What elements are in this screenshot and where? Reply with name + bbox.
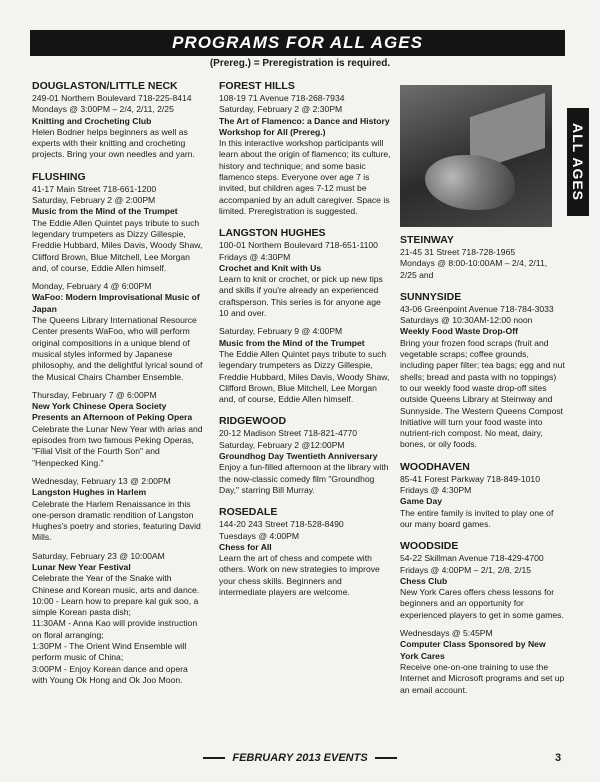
branch-address: 20-12 Madison Street 718-821-4770 bbox=[219, 428, 358, 439]
all-ages-tab: ALL AGES bbox=[567, 108, 589, 216]
event-description: Learn the art of chess and compete with others. Work on new strategies to improve your chess skills. Beginners and intermediate players are welcome. bbox=[219, 553, 380, 597]
event-description: Bring your frozen food scraps (fruit and vegetable scraps; coffee grounds, including paper filter; tea bags; egg and nut shells; bread and pasta with no toppings) to our weekly food waste drop-off sites outside Queens Library at Steinway and Sunnyside. The Western Queens Compost Initiative will turn your food waste into nutrient-rich compost. No meat, dairy, bones, or oily foods. bbox=[400, 337, 565, 450]
event-time: Fridays @ 4:30PM bbox=[219, 251, 291, 262]
event-title: Game Day bbox=[400, 496, 443, 507]
branch-block bbox=[219, 415, 391, 496]
event-description: Receive one-on-one training to use the Internet and Microsoft programs and set up an email account. bbox=[400, 661, 565, 695]
event-description: The Queens Library International Resource Center presents WaFoo, who will perform original compositions in a unique blend of musical styles informed by Japanese philosophy, and the delightful lyrical sound of the Musical Chairs Chamber Ensemble. bbox=[32, 315, 203, 382]
column-right bbox=[400, 234, 565, 706]
footer bbox=[0, 752, 600, 764]
branch-block bbox=[219, 80, 391, 217]
event-title: The Art of Flamenco: a Dance and History Workshop for All (Prereg.) bbox=[219, 115, 390, 137]
event-schedule-line: 11:30AM - Anna Kao will provide instruction on floral arranging; bbox=[32, 618, 198, 640]
branch-title: RIDGEWOOD bbox=[219, 415, 287, 428]
event-description: Learn to knit or crochet, or pick up new tips and skills if you're already an experienced craftsperson. This series is for anyone age 10 and over. bbox=[219, 274, 383, 319]
event-time: Saturday, February 9 @ 4:00PM bbox=[219, 326, 343, 337]
event-description: Celebrate the Lunar New Year with arias and episodes from two famous Peking Operas, "Filial Visit of the Fourth Son" and "Henpecked King." bbox=[32, 423, 203, 468]
event-description: Celebrate the Harlem Renaissance in this one-person dramatic rendition of Langston Hughes's poetry and stories, featuring David Mills. bbox=[32, 498, 201, 543]
event-description: Celebrate the Year of the Snake with Chinese and Korean music, arts and dance. bbox=[32, 573, 200, 595]
event-item bbox=[32, 281, 204, 383]
event-title: Music from the Mind of the Trumpet bbox=[32, 206, 178, 217]
event-title: WaFoo: Modern Improvisational Music of Japan bbox=[32, 292, 200, 314]
event-item bbox=[32, 195, 204, 274]
event-time: Mondays @ 3:00PM – 2/4, 2/11, 2/25 bbox=[32, 104, 174, 115]
event-title: Crochet and Knit with Us bbox=[219, 262, 322, 273]
branch-address: 144-20 243 Street 718-528-8490 bbox=[219, 519, 344, 530]
branch-title: WOODHAVEN bbox=[400, 460, 470, 473]
event-time: Monday, February 4 @ 6:00PM bbox=[32, 281, 152, 292]
branch-block bbox=[400, 291, 565, 451]
event-schedule-line: 10:00 - Learn how to prepare kal guk soo, a simple Korean pasta dish; bbox=[32, 595, 199, 618]
event-title: Computer Class Sponsored by New York Cares bbox=[400, 639, 546, 661]
branch-title: FOREST HILLS bbox=[219, 80, 295, 92]
event-title: Knitting and Crocheting Club bbox=[32, 115, 152, 126]
event-schedule-line: 3:00PM - Enjoy Korean dance and opera with Young Ok Hong and Ok Joo Moon. bbox=[32, 663, 188, 685]
event-title: Chess for All bbox=[219, 541, 272, 552]
event-item bbox=[32, 551, 204, 687]
branch-title: WOODSIDE bbox=[400, 540, 459, 553]
event-item bbox=[219, 531, 391, 599]
branch-block bbox=[32, 80, 204, 161]
branch-block bbox=[219, 227, 391, 405]
page-number: 3 bbox=[555, 752, 562, 764]
branch-title: FLUSHING bbox=[32, 170, 86, 183]
food-scraps-shape bbox=[425, 155, 515, 210]
event-item bbox=[400, 485, 565, 530]
compost-photo bbox=[400, 85, 552, 227]
event-time: Fridays @ 4:30PM bbox=[400, 485, 472, 496]
event-time: Mondays @ 8:00-10:00AM – 2/4, 2/11, 2/25 and bbox=[400, 258, 548, 280]
branch-address: 41-17 Main Street 718-661-1200 bbox=[32, 183, 157, 194]
branch-address: 21-45 31 Street 718-728-1965 bbox=[400, 247, 516, 257]
event-title: Music from the Mind of the Trumpet bbox=[219, 337, 365, 348]
event-item bbox=[400, 628, 565, 696]
event-time: Saturday, February 23 @ 10:00AM bbox=[32, 550, 165, 561]
event-item bbox=[32, 390, 204, 469]
event-time: Saturday, February 2 @ 2:00PM bbox=[32, 195, 156, 206]
footer-rule-right bbox=[375, 757, 397, 759]
event-schedule-line: 1:30PM - The Orient Wind Ensemble will perform music of China; bbox=[32, 641, 187, 663]
event-time: Saturday, February 2 @ 2:30PM bbox=[219, 104, 343, 115]
event-time: Thursday, February 7 @ 6:00PM bbox=[32, 389, 157, 400]
event-title: Groundhog Day Twentieth Anniversary bbox=[219, 451, 378, 462]
prereg-note: (Prereg.) = Preregistration is required. bbox=[209, 58, 391, 69]
branch-block bbox=[400, 461, 565, 530]
branch-address: 108-19 71 Avenue 718-268-7934 bbox=[219, 93, 345, 103]
event-time: Wednesday, February 13 @ 2:00PM bbox=[32, 475, 171, 486]
event-item bbox=[400, 565, 565, 621]
column-left bbox=[32, 80, 204, 696]
branch-address: 85-41 Forest Parkway 718-849-1010 bbox=[400, 473, 540, 484]
event-title: Weekly Food Waste Drop-Off bbox=[400, 326, 518, 337]
branch-title: SUNNYSIDE bbox=[400, 290, 462, 303]
branch-title: ROSEDALE bbox=[219, 506, 278, 519]
event-time: Tuesdays @ 4:00PM bbox=[219, 530, 300, 541]
branch-block bbox=[400, 540, 565, 696]
branch-block bbox=[400, 234, 565, 281]
branch-title: STEINWAY bbox=[400, 234, 454, 246]
event-description: The entire family is invited to play one of our many board games. bbox=[400, 507, 554, 529]
branch-title: LANGSTON HUGHES bbox=[219, 227, 326, 240]
event-description: The Eddie Allen Quintet pays tribute to such legendary trumpeters as Dizzy Gillespie, Freddie Hubbard, Miles Davis, Woody Shaw, Clifford Brown, Blue Mitchell, Lee Morgan and, of course, Eddie Allen himself. bbox=[32, 217, 203, 273]
event-title: Chess Club bbox=[400, 575, 448, 586]
event-item bbox=[219, 104, 391, 217]
event-title: New York Chinese Opera Society Presents an Afternoon of Peking Opera bbox=[32, 401, 193, 423]
event-description: New York Cares offers chess lessons for beginners and an opportunity for experienced players to get in some games. bbox=[400, 587, 564, 620]
event-item bbox=[400, 315, 565, 451]
branch-address: 54-22 Skillman Avenue 718-429-4700 bbox=[400, 553, 544, 564]
event-item bbox=[32, 476, 204, 544]
event-title: Langston Hughes in Harlem bbox=[32, 487, 147, 498]
event-item bbox=[219, 440, 391, 496]
event-item bbox=[400, 258, 565, 281]
event-description: Enjoy a fun-filled afternoon at the library with the now-classic comedy film "Groundhog Day," starring Bill Murray. bbox=[219, 462, 389, 495]
event-time: Saturday, February 2 @12:00PM bbox=[219, 439, 345, 450]
event-time: Saturdays @ 10:30AM-12:00 noon bbox=[400, 315, 533, 326]
event-description: The Eddie Allen Quintet pays tribute to such legendary trumpeters as Dizzy Gillespie, Freddie Hubbard, Miles Davis, Woody Shaw, Clifford Brown, Blue Mitchell, Lee Morgan and, of course, Eddie Allen himself. bbox=[219, 348, 390, 405]
column-middle bbox=[219, 80, 391, 608]
event-title: Lunar New Year Festival bbox=[32, 561, 131, 572]
event-time: Fridays @ 4:00PM – 2/1, 2/8, 2/15 bbox=[400, 564, 532, 575]
branch-block bbox=[32, 171, 204, 686]
branch-title: DOUGLASTON/LITTLE NECK bbox=[32, 80, 178, 92]
branch-address: 100-01 Northern Boulevard 718-651-1100 bbox=[219, 240, 378, 251]
footer-rule-left bbox=[203, 757, 225, 759]
event-description: Helen Bodner helps beginners as well as experts with their knitting and crocheting projects. Bring your own needles and yarn. bbox=[32, 126, 195, 160]
event-item bbox=[219, 326, 391, 405]
branch-block bbox=[219, 506, 391, 598]
event-item bbox=[32, 104, 204, 160]
branch-address: 43-06 Greenpoint Avenue 718-784-3033 bbox=[400, 303, 554, 314]
event-description: In this interactive workshop participants will learn about the origin of flamenco; its culture, history and technique; and some basic flamenco steps. Everyone over age 7 is invited, but children ages 7-12 must be accompanied by an adult caregiver. Space is limited. Preregistration is suggested. bbox=[219, 138, 391, 216]
branch-address: 249-01 Northern Boulevard 718-225-8414 bbox=[32, 93, 192, 103]
footer-text: FEBRUARY 2013 EVENTS bbox=[232, 752, 368, 764]
event-item bbox=[219, 252, 391, 320]
event-time: Wednesdays @ 5:45PM bbox=[400, 628, 493, 639]
page-title: PROGRAMS FOR ALL AGES bbox=[30, 30, 565, 56]
